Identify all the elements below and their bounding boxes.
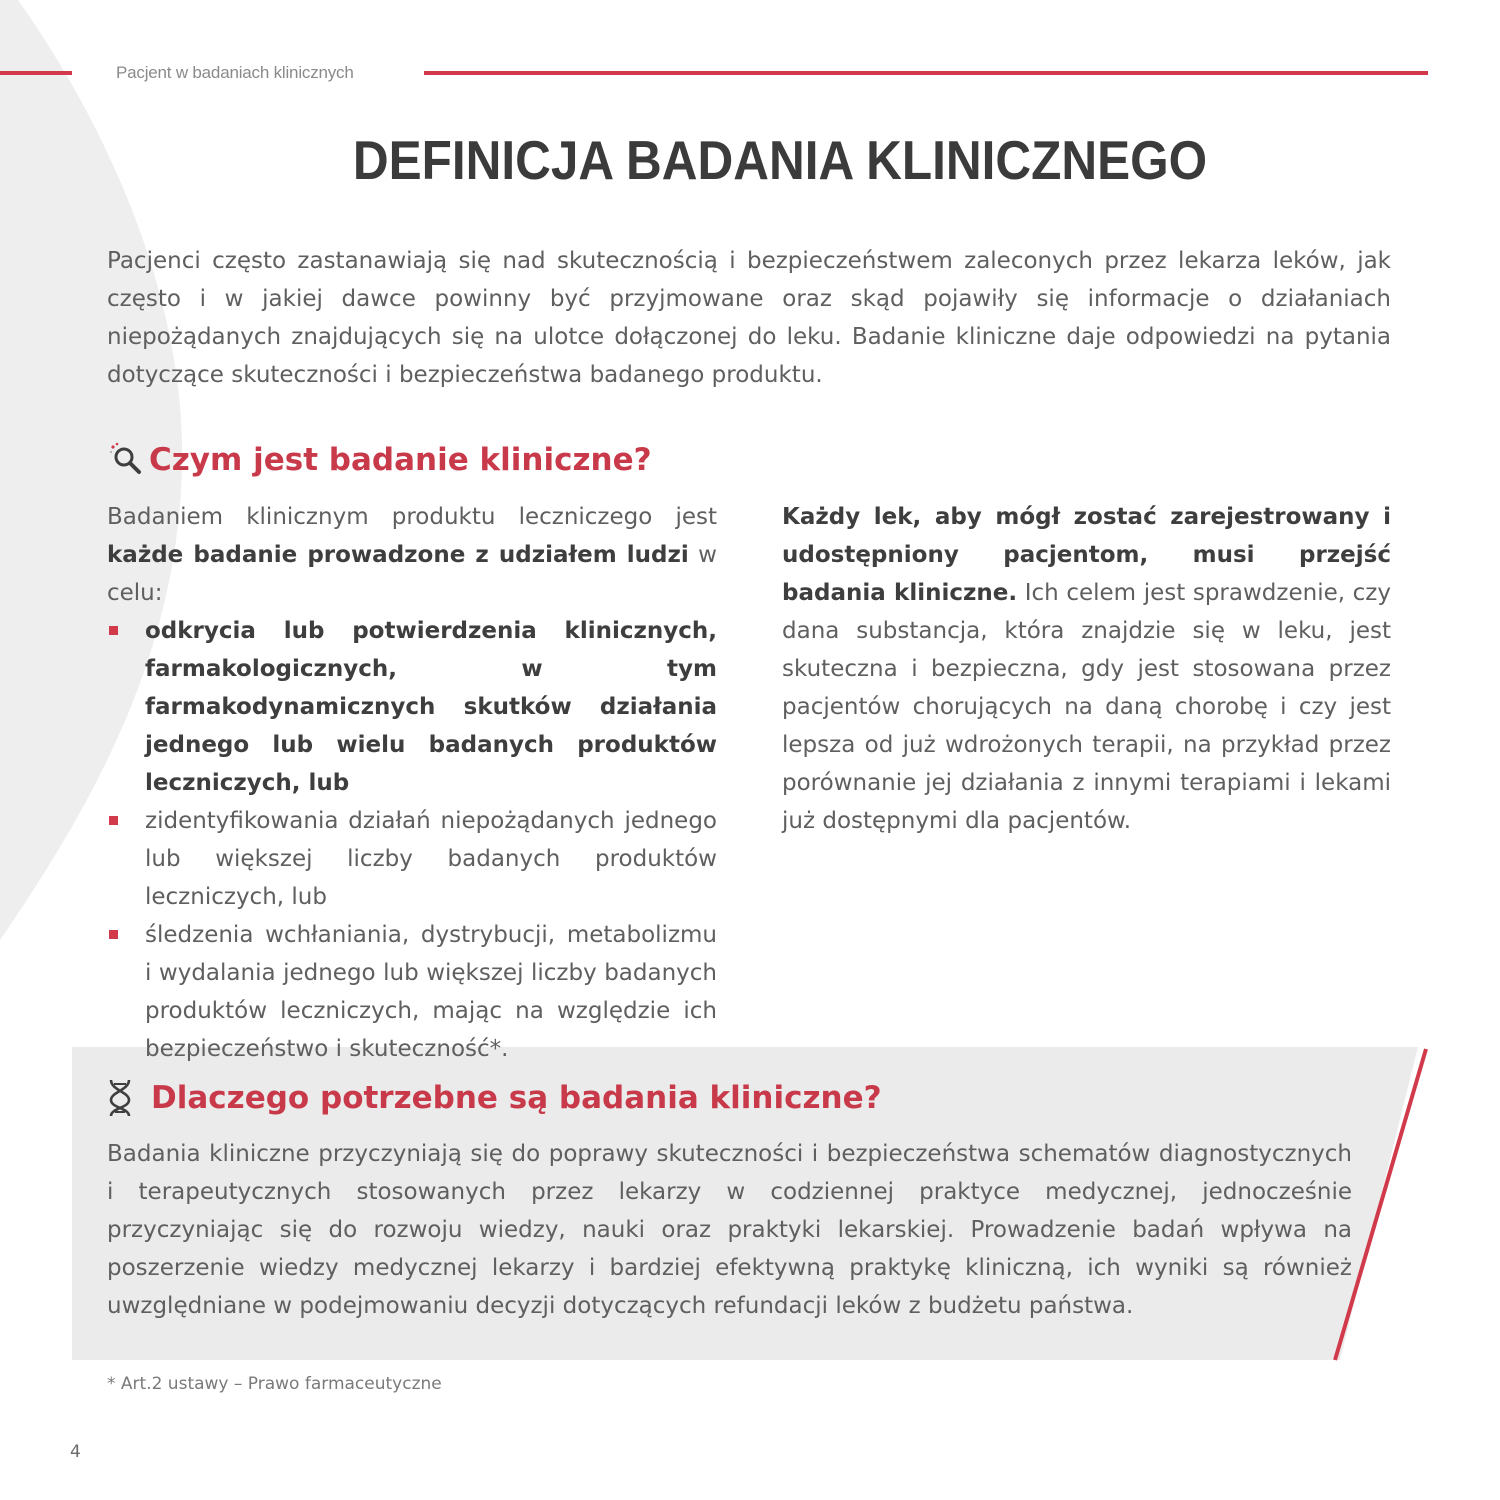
header-accent-line-left [0,71,72,75]
definition-lead-tail: w celu: [107,542,717,606]
registration-text: Ich celem jest sprawdzenie, czy dana substancja, która znajdzie się w leku, jest skuteczna i bezpieczna, gdy jest stosowana przez pacjentów chorujących na daną chorobę i czy jest lepsza od już wdrożonych terapii, na przykład przez porównanie jej działania z innymi terapiami i lekami już dostępnymi dla pacjentów. [782,580,1391,834]
page-title: DEFINICJA BADANIA KLINICZNEGO [352,129,1208,191]
list-item [107,612,717,802]
running-header: Pacjent w badaniach klinicznych [116,63,354,82]
list-item-text: odkrycia lub potwierdzenia klinicznych, farmakologicznych, w tym farmakodynamicznych skutków działania jednego lub wielu badanych produktów leczniczych, lub [145,618,717,796]
definition-column [107,498,717,1068]
section-heading-what-is [107,440,652,480]
section-heading-why [107,1078,882,1118]
definition-lead-text: Badaniem klinicznym produktu leczniczego jest [107,504,717,530]
definition-lead [107,498,717,612]
header-accent-line-right [424,71,1428,75]
page-number: 4 [70,1442,81,1462]
section-heading-text: Czym jest badanie kliniczne? [149,442,652,478]
list-item [107,802,717,916]
callout-paragraph: Badania kliniczne przyczyniają się do poprawy skuteczności i bezpieczeństwa schematów diagnostycznych i terapeutycznych stosowanych przez lekarzy w codziennej praktyce medycznej, jednocześnie przyczyniając się do rozwoju wiedzy, nauki oraz praktyki lekarskiej. Prowadzenie badań wpływa na poszerzenie wiedzy medycznej lekarzy i bardziej efektywną praktykę kliniczną, ich wyniki są również uwzględniane w podejmowaniu decyzji dotyczących refundacji leków z budżetu państwa. [107,1141,1352,1319]
dna-icon [107,1078,133,1118]
registration-bold: Każdy lek, aby mógł zostać zarejestrowany i udostępniony pacjentom, musi przejść badania kliniczne. [782,504,1391,606]
footnote: * Art.2 ustawy – Prawo farmaceutyczne [107,1374,442,1394]
bullet-marker [109,930,118,939]
list-item-text: zidentyfikowania działań niepożądanych jednego lub większej liczby badanych produktów leczniczych, lub [145,808,717,910]
definition-lead-bold: każde badanie prowadzone z udziałem ludzi [107,542,689,568]
bullet-marker [109,626,118,635]
list-item-text: śledzenia wchłaniania, dystrybucji, metabolizmu i wydalania jednego lub większej liczby badanych produktów leczniczych, mając na względzie ich bezpieczeństwo i skuteczność*. [145,922,717,1062]
registration-paragraph [782,498,1391,840]
magnifier-icon [107,440,147,480]
list-item [107,916,717,1068]
intro-paragraph: Pacjenci często zastanawiają się nad skutecznością i bezpieczeństwem zaleconych przez lekarza leków, jak często i w jakiej dawce powinny być przyjmowane oraz skąd pojawiły się informacje o działaniach niepożądanych znajdujących się na ulotce dołączonej do leku. Badanie kliniczne daje odpowiedzi na pytania dotyczące skuteczności i bezpieczeństwa badanego produktu. [107,248,1391,388]
purpose-list [107,612,717,1068]
callout-heading-text: Dlaczego potrzebne są badania kliniczne? [151,1080,882,1116]
bullet-marker [109,816,118,825]
